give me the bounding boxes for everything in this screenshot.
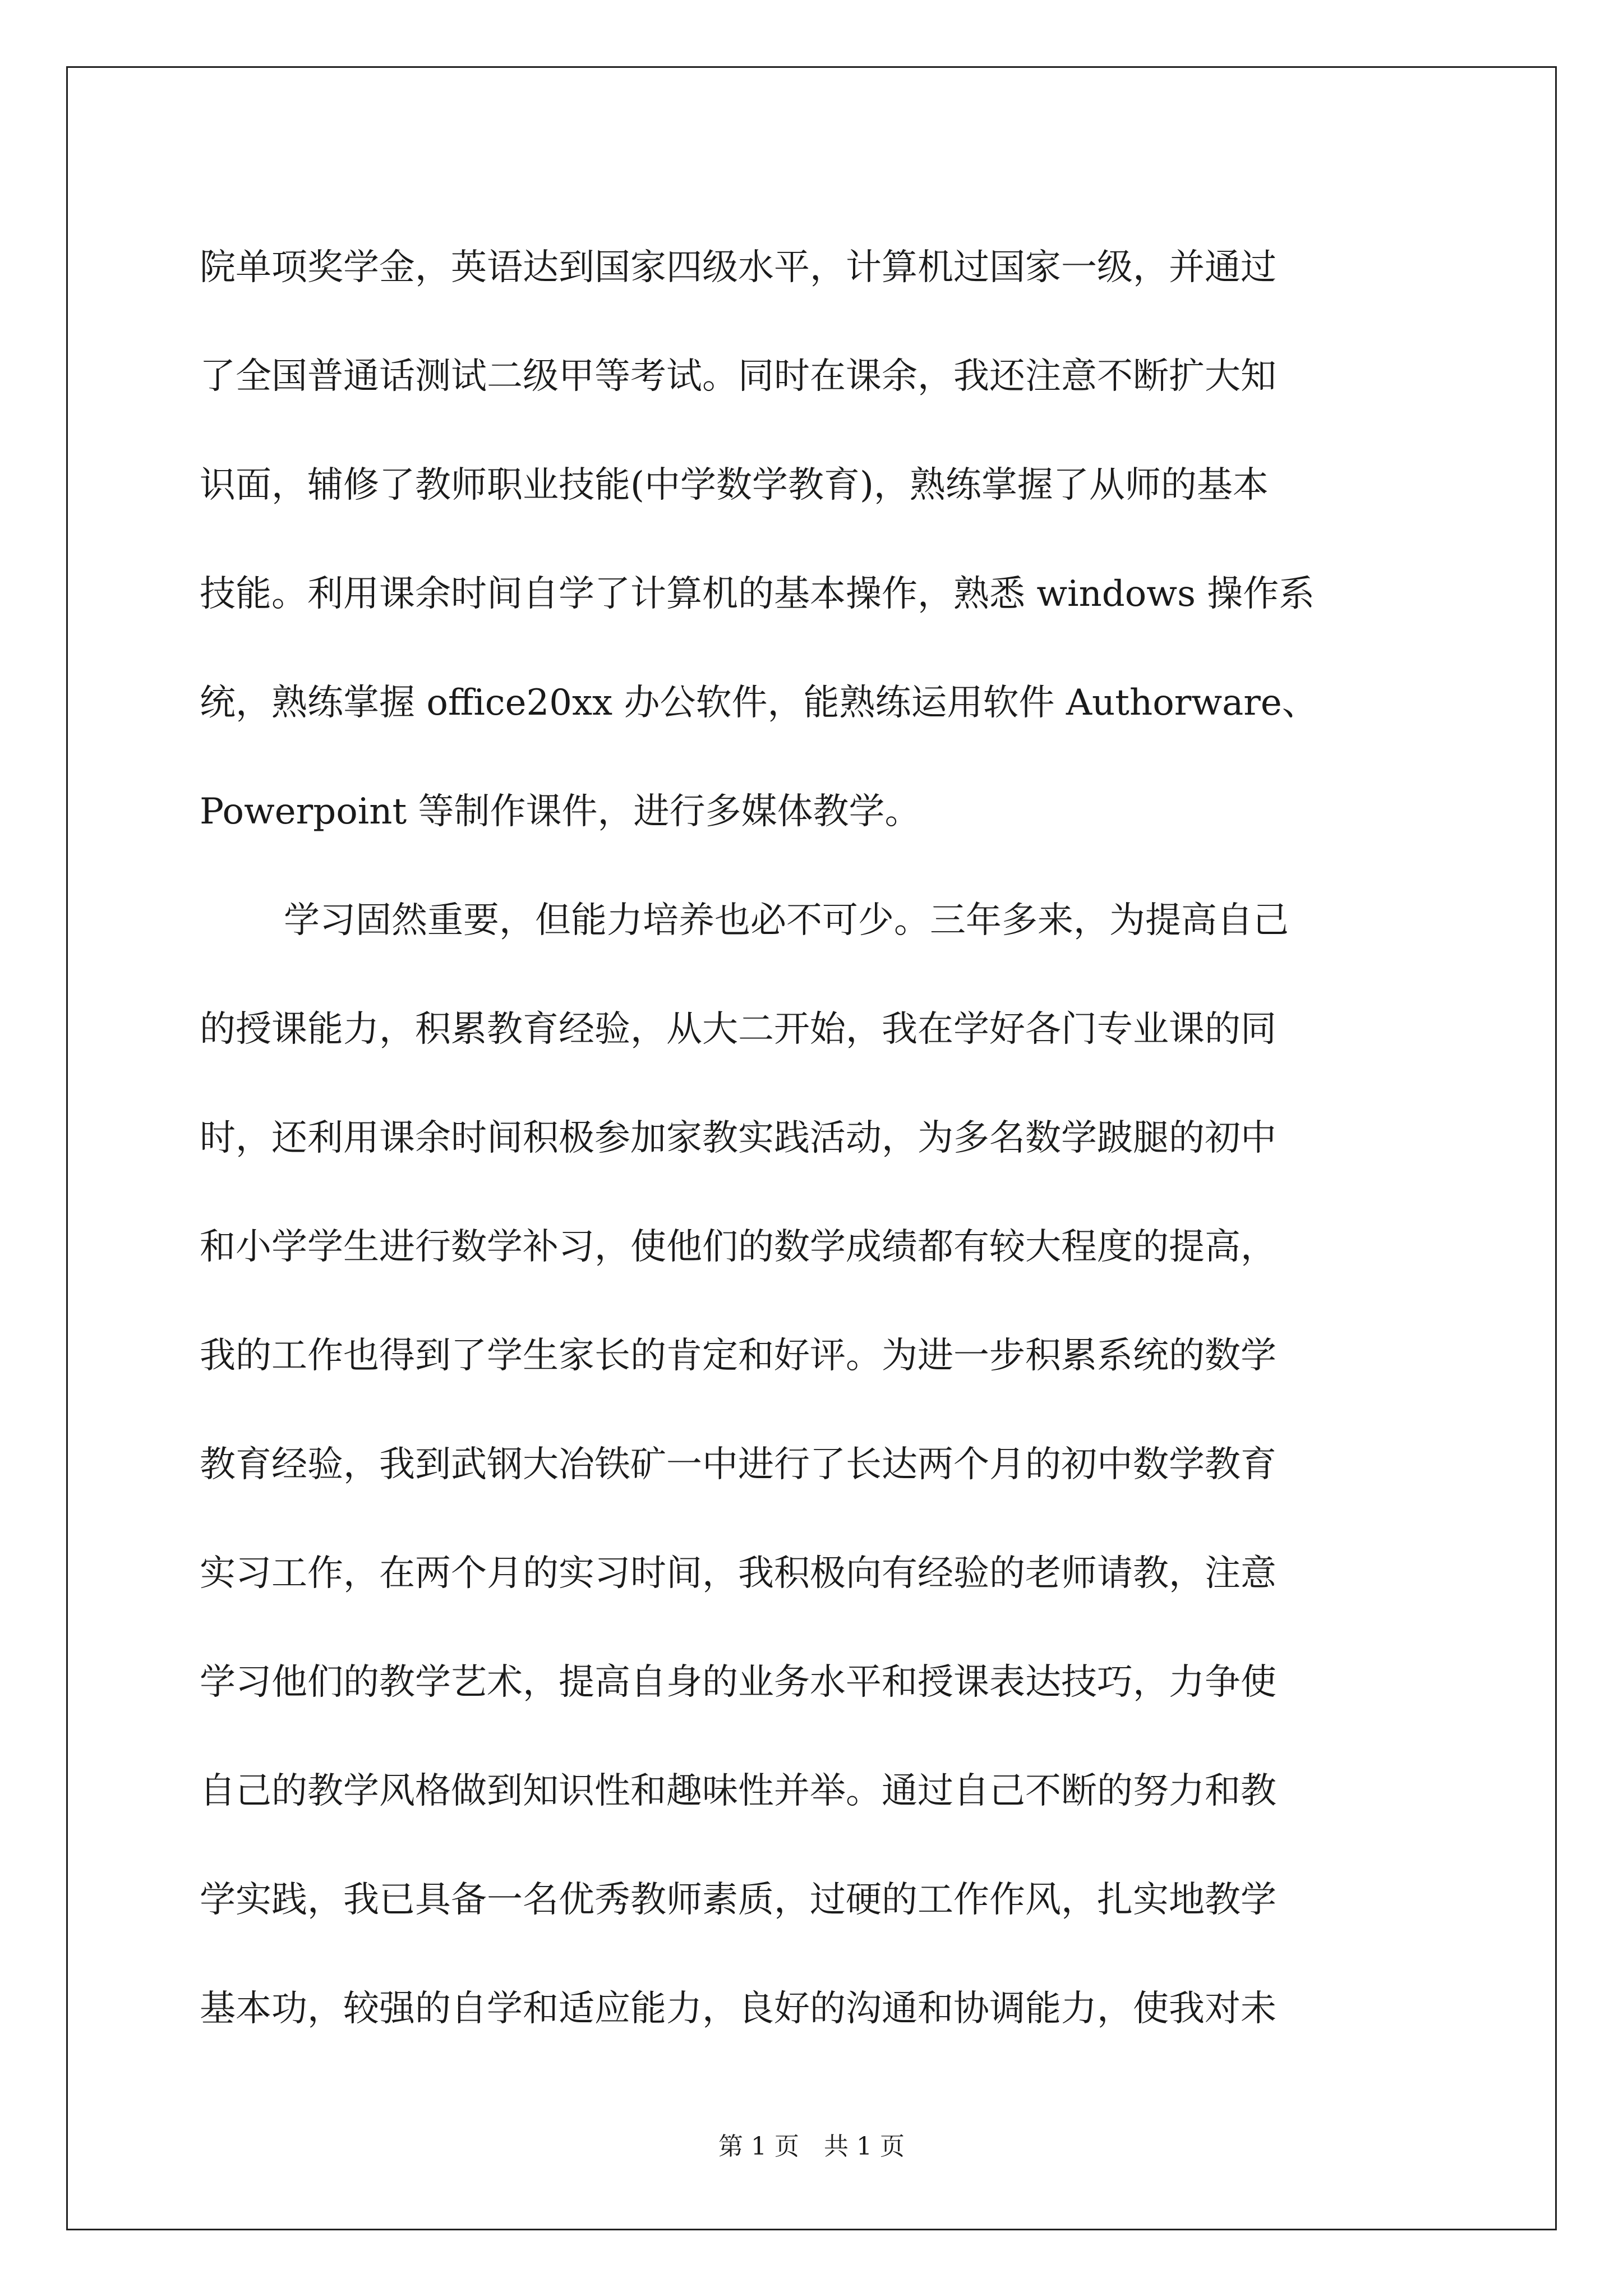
text-line: 了全国普通话测试二级甲等考试。同时在课余，我还注意不断扩大知 (200, 356, 1276, 397)
text-line: 的授课能力，积累教育经验，从大二开始，我在学好各门专业课的同 (200, 1009, 1276, 1050)
text-line: 教育经验，我到武钢大冶铁矿一中进行了长达两个月的初中数学教育 (200, 1444, 1276, 1485)
paragraph-2 (200, 866, 1439, 2063)
page-footer: 第 1 页 共 1 页 (718, 2132, 905, 2161)
text-line: 时，还利用课余时间积极参加家教实践活动，为多名数学跛腿的初中 (200, 1117, 1276, 1159)
text-line: 学习他们的教学艺术，提高自身的业务水平和授课表达技巧，力争使 (200, 1662, 1276, 1703)
text-line: 自己的教学风格做到知识性和趣味性并举。通过自己不断的努力和教 (200, 1770, 1276, 1812)
paragraph-1 (200, 213, 1439, 866)
document-body (200, 213, 1439, 2063)
text-line: 识面，辅修了教师职业技能(中学数学教育)，熟练掌握了从师的基本 (200, 464, 1269, 506)
text-line: 院单项奖学金，英语达到国家四级水平，计算机过国家一级，并通过 (200, 247, 1276, 288)
text-line: 我的工作也得到了学生家长的肯定和好评。为进一步积累系统的数学 (200, 1335, 1276, 1377)
text-line: 学实践，我已具备一名优秀教师素质，过硬的工作作风，扎实地教学 (200, 1879, 1276, 1921)
text-line: 和小学学生进行数学补习，使他们的数学成绩都有较大程度的提高， (200, 1226, 1276, 1268)
text-line: 学习固然重要，但能力培养也必不可少。三年多来，为提高自己 (284, 900, 1289, 941)
text-line: 实习工作，在两个月的实习时间，我积极向有经验的老师请教，注意 (200, 1553, 1276, 1594)
text-line: 基本功，较强的自学和适应能力，良好的沟通和协调能力，使我对未 (200, 1988, 1276, 2030)
text-line: 统，熟练掌握 office20xx 办公软件，能熟练运用软件 Authorware、 (200, 682, 1318, 724)
text-line: 技能。利用课余时间自学了计算机的基本操作，熟悉 windows 操作系 (200, 573, 1315, 615)
text-line: Powerpoint 等制作课件，进行多媒体教学。 (200, 791, 921, 832)
